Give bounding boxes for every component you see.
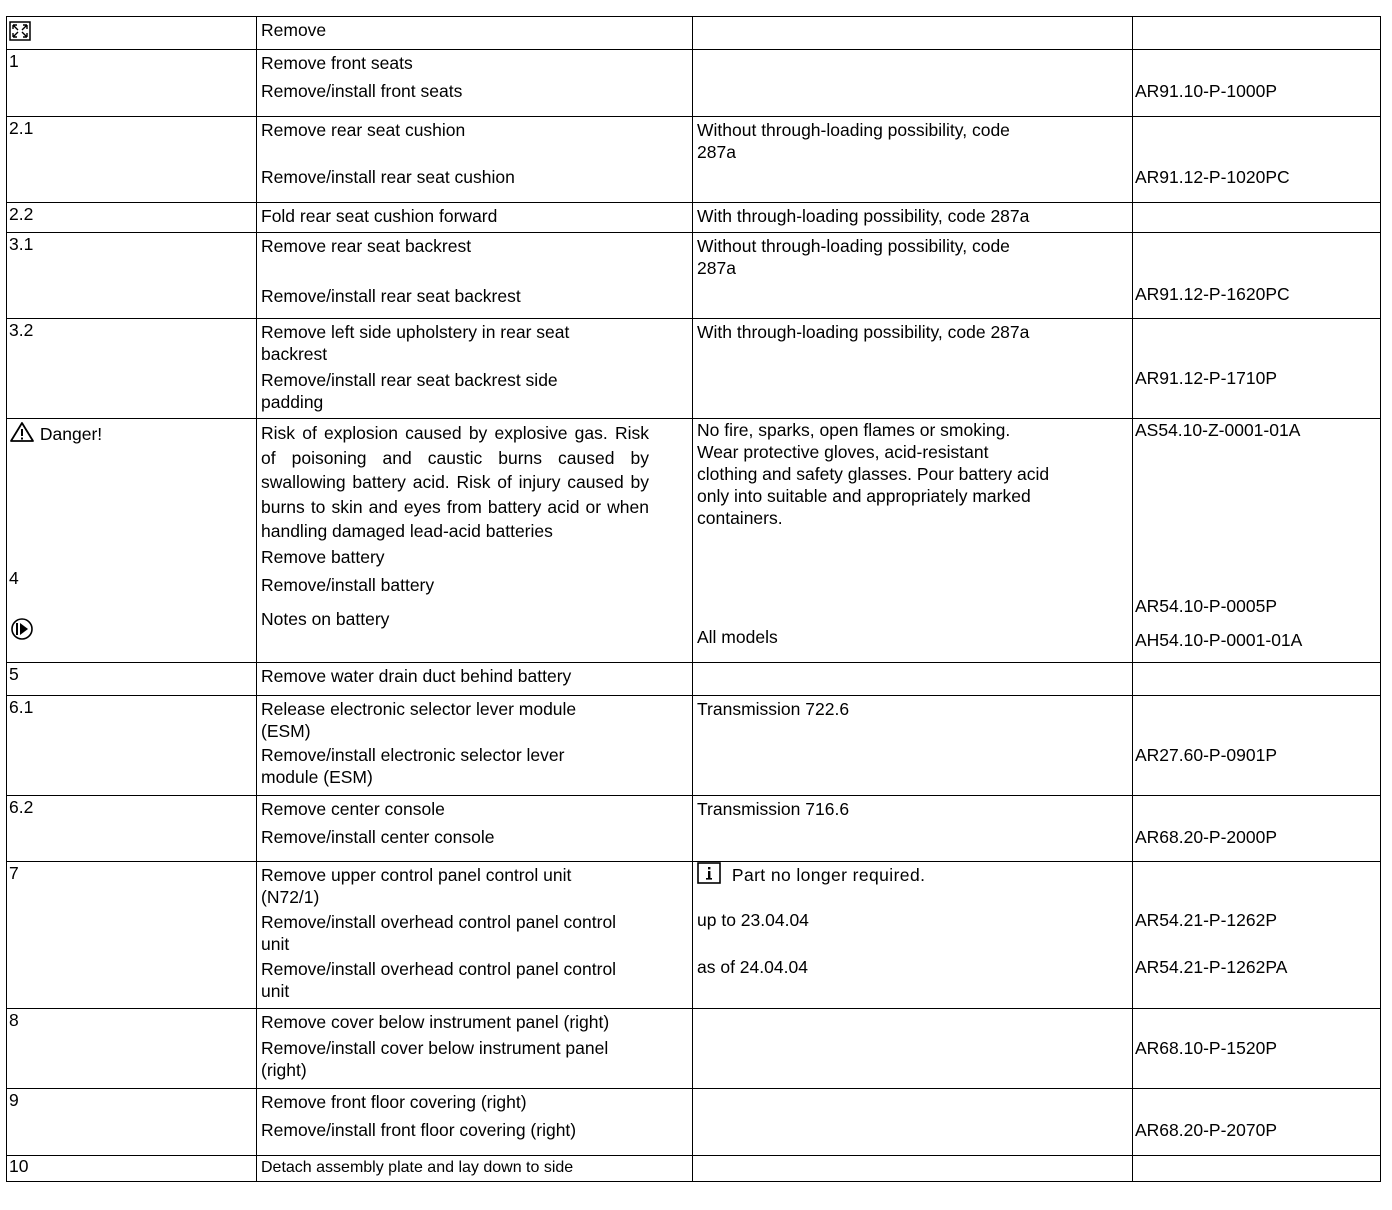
reference-link[interactable]: AR54.10-P-0005P	[1135, 596, 1278, 616]
step-number: 5	[9, 664, 19, 684]
action-link-text: Remove/install overhead control panel control unit	[261, 912, 617, 954]
table-row	[7, 796, 1381, 862]
table-row	[7, 233, 1381, 319]
action-cell	[257, 117, 693, 203]
action-text: Remove	[261, 20, 327, 40]
action-link-text: Remove/install center console	[261, 827, 495, 847]
condition-text: With through-loading possibility, code 287a	[697, 206, 1030, 226]
table-row	[7, 1009, 1381, 1089]
action-link-text: Remove/install rear seat backrest	[261, 286, 521, 306]
action-cell	[257, 233, 693, 319]
step-cell	[7, 17, 257, 50]
table-row	[7, 696, 1381, 796]
action-link-text: Remove/install battery	[261, 574, 435, 595]
procedure-table	[6, 16, 1381, 1182]
step-number: 4	[9, 568, 19, 588]
condition-cell	[693, 862, 1133, 1009]
action-text: Remove water drain duct behind battery	[261, 666, 572, 686]
action-cell	[257, 796, 693, 862]
action-cell	[257, 696, 693, 796]
condition-text-alt: as of 24.04.04	[697, 957, 808, 977]
action-text: Remove rear seat cushion	[261, 120, 466, 140]
reference-link[interactable]: AR68.20-P-2070P	[1135, 1120, 1278, 1140]
step-cell	[7, 862, 257, 1009]
action-text: Remove front floor covering (right)	[261, 1092, 527, 1112]
expand-image-icon[interactable]	[9, 21, 31, 46]
reference-cell	[1133, 17, 1381, 50]
action-text: Remove upper control panel control unit (N72/1)	[261, 865, 572, 907]
action-cell	[257, 319, 693, 419]
reference-cell	[1133, 862, 1381, 1009]
reference-link[interactable]: AR68.10-P-1520P	[1135, 1038, 1278, 1058]
action-text: Remove rear seat backrest	[261, 236, 472, 256]
action-cell	[257, 1089, 693, 1156]
note-marker	[9, 617, 256, 646]
action-cell	[257, 1156, 693, 1182]
step-cell	[7, 796, 257, 862]
action-cell	[257, 203, 693, 233]
info-text: Part no longer required.	[731, 865, 926, 885]
step-number: 6.2	[9, 797, 34, 817]
action-text: Detach assembly plate and lay down to side	[261, 1159, 574, 1176]
condition-cell	[693, 233, 1133, 319]
table-row	[7, 1156, 1381, 1182]
condition-cell	[693, 319, 1133, 419]
reference-link[interactable]: AR91.12-P-1020PC	[1135, 167, 1290, 187]
condition-text: Without through-loading possibility, code 287a	[697, 236, 1010, 278]
action-cell	[257, 17, 693, 50]
action-link-text: Remove/install cover below instrument panel (right)	[261, 1038, 609, 1080]
note-arrow-icon	[9, 617, 35, 646]
danger-warning	[9, 421, 256, 443]
danger-reference-link[interactable]: AS54.10-Z-0001-01A	[1135, 420, 1301, 440]
table-row	[7, 117, 1381, 203]
step-number: 9	[9, 1090, 19, 1110]
reference-cell	[1133, 796, 1381, 862]
action-link-text: Remove/install front floor covering (right)	[261, 1120, 577, 1140]
reference-cell	[1133, 203, 1381, 233]
reference-cell	[1133, 233, 1381, 319]
reference-link[interactable]: AR68.20-P-2000P	[1135, 827, 1278, 847]
condition-cell	[693, 203, 1133, 233]
action-cell	[257, 1009, 693, 1089]
condition-cell	[693, 117, 1133, 203]
reference-link[interactable]: AR54.21-P-1262P	[1135, 910, 1278, 930]
action-text: Remove front seats	[261, 53, 413, 73]
step-number: 7	[9, 863, 19, 883]
condition-text: up to 23.04.04	[697, 910, 809, 930]
condition-cell	[693, 663, 1133, 696]
step-cell	[7, 1009, 257, 1089]
action-cell	[257, 862, 693, 1009]
action-link-text: Remove/install electronic selector lever module (ESM)	[261, 745, 565, 787]
step-number: 10	[9, 1156, 29, 1176]
danger-measures: No fire, sparks, open flames or smoking. Wear protective gloves, acid-resistant clothing and safety glasses. Pour battery acid only into suitable and appropriately marked containers.	[697, 420, 1050, 528]
reference-cell	[1133, 419, 1381, 663]
condition-text: Without through-loading possibility, code 287a	[697, 120, 1010, 162]
step-cell	[7, 696, 257, 796]
procedure-document	[6, 16, 1372, 1182]
reference-cell	[1133, 117, 1381, 203]
reference-cell	[1133, 50, 1381, 117]
step-cell	[7, 319, 257, 419]
reference-link[interactable]: AR27.60-P-0901P	[1135, 745, 1278, 765]
condition-cell	[693, 1089, 1133, 1156]
step-cell	[7, 419, 257, 663]
info-icon	[697, 862, 721, 889]
danger-label: Danger!	[39, 424, 103, 444]
condition-cell	[693, 1009, 1133, 1089]
action-link-text: Remove/install rear seat backrest side padding	[261, 370, 558, 412]
action-link-text-alt: Remove/install overhead control panel control unit	[261, 959, 617, 1001]
step-cell	[7, 233, 257, 319]
condition-cell	[693, 1156, 1133, 1182]
condition-text: With through-loading possibility, code 287a	[697, 322, 1030, 342]
action-link-text: Remove/install rear seat cushion	[261, 167, 515, 187]
step-cell	[7, 663, 257, 696]
step-cell	[7, 117, 257, 203]
note-condition: All models	[697, 627, 778, 647]
reference-link[interactable]: AR91.12-P-1620PC	[1135, 284, 1290, 304]
reference-cell	[1133, 663, 1381, 696]
action-text: Remove battery	[261, 546, 385, 567]
step-number: 6.1	[9, 697, 34, 717]
step-number: 8	[9, 1010, 19, 1030]
note-text: Notes on battery	[261, 608, 390, 629]
action-cell	[257, 419, 693, 663]
condition-cell	[693, 696, 1133, 796]
danger-text: Risk of explosion caused by explosive gas. Risk of poisoning and caustic burns caused by swallowing battery acid. Risk of injury caused by burns to skin and eyes from battery acid or when handling damaged lead-acid batteries	[261, 423, 649, 541]
step-cell	[7, 1156, 257, 1182]
step-number: 2.2	[9, 204, 34, 224]
action-text: Remove left side upholstery in rear seat backrest	[261, 322, 570, 364]
reference-cell	[1133, 1089, 1381, 1156]
action-cell	[257, 663, 693, 696]
step-number: 1	[9, 51, 19, 71]
step-cell	[7, 50, 257, 117]
reference-cell	[1133, 319, 1381, 419]
reference-link[interactable]: AR91.10-P-1000P	[1135, 81, 1278, 101]
table-row	[7, 17, 1381, 50]
action-text: Release electronic selector lever module (ESM)	[261, 699, 577, 741]
reference-link-alt[interactable]: AR54.21-P-1262PA	[1135, 957, 1288, 977]
step-number: 3.2	[9, 320, 34, 340]
reference-cell	[1133, 1156, 1381, 1182]
step-number: 3.1	[9, 234, 34, 254]
condition-text: Transmission 716.6	[697, 799, 850, 819]
table-row	[7, 50, 1381, 117]
action-text: Remove cover below instrument panel (right)	[261, 1012, 610, 1032]
table-row	[7, 319, 1381, 419]
condition-text: Transmission 722.6	[697, 699, 850, 719]
reference-link[interactable]: AR91.12-P-1710P	[1135, 368, 1278, 388]
condition-cell	[693, 419, 1133, 663]
condition-cell	[693, 50, 1133, 117]
condition-cell	[693, 17, 1133, 50]
step-cell	[7, 1089, 257, 1156]
table-row	[7, 1089, 1381, 1156]
reference-cell	[1133, 696, 1381, 796]
reference-cell	[1133, 1009, 1381, 1089]
table-row	[7, 862, 1381, 1009]
info-note	[697, 862, 1132, 886]
note-reference-link[interactable]: AH54.10-P-0001-01A	[1135, 630, 1303, 650]
action-cell	[257, 50, 693, 117]
step-cell	[7, 203, 257, 233]
step-number: 2.1	[9, 118, 34, 138]
table-row	[7, 419, 1381, 663]
warning-triangle-icon	[9, 421, 35, 448]
action-link-text: Remove/install front seats	[261, 81, 463, 101]
condition-cell	[693, 796, 1133, 862]
table-row	[7, 203, 1381, 233]
action-text: Fold rear seat cushion forward	[261, 206, 498, 226]
table-row	[7, 663, 1381, 696]
action-text: Remove center console	[261, 799, 445, 819]
